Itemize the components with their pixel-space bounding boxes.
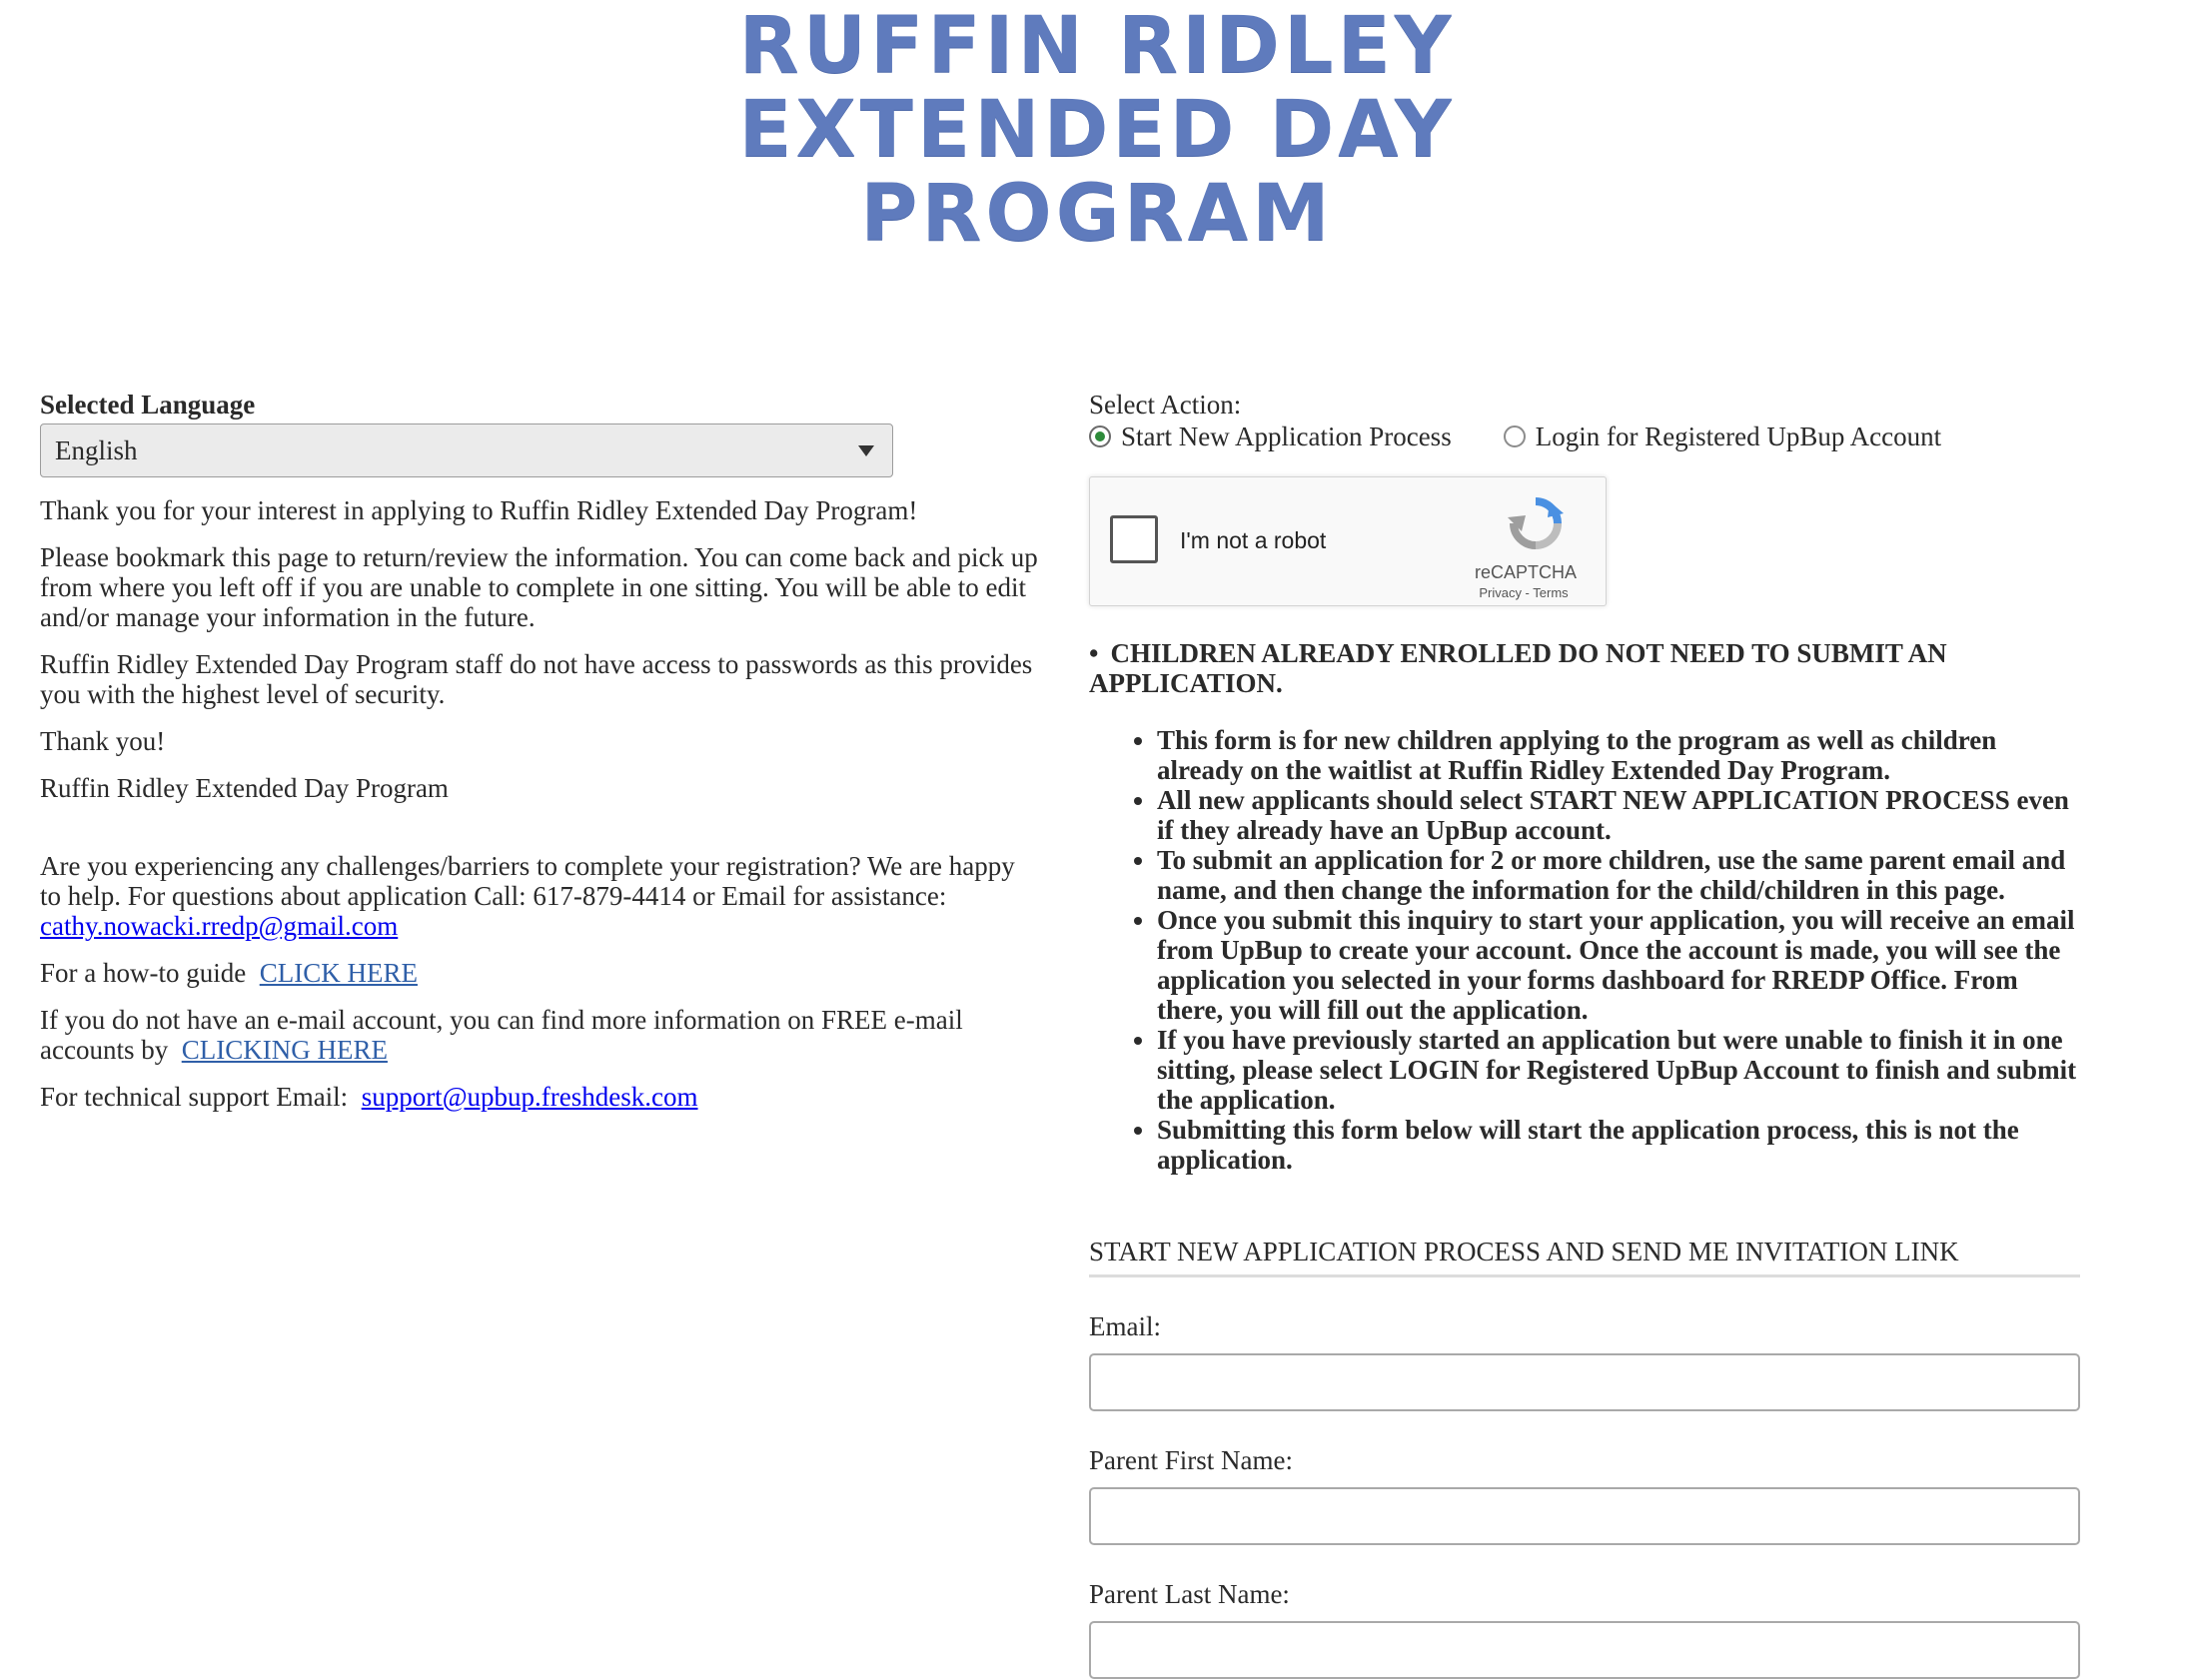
- contact-email-link[interactable]: cathy.nowacki.rredp@gmail.com: [40, 911, 399, 941]
- parent-last-name-field[interactable]: [1089, 1621, 2080, 1679]
- parent-first-name-field[interactable]: [1089, 1487, 2080, 1545]
- intro-security: Ruffin Ridley Extended Day Program staff do not have access to passwords as this provides you with the highest level of security.: [40, 649, 1033, 709]
- language-selected-value: English: [55, 435, 138, 465]
- list-item: • This form is for new children applying to the program as well as children already on the waitlist at Ruffin Ridley Extended Day Program.: [1157, 725, 2080, 785]
- email-field[interactable]: [1089, 1353, 2080, 1411]
- bullet-icon: •: [1089, 638, 1099, 668]
- recaptcha-logo-icon: [1506, 493, 1566, 553]
- radio-option-login[interactable]: [1504, 421, 1941, 451]
- action-radio-group: [1089, 421, 2080, 451]
- logo-line-3: PROGRAM: [860, 169, 1334, 259]
- notice-headline: CHILDREN ALREADY ENROLLED DO NOT NEED TO SUBMIT AN APPLICATION.: [1089, 638, 1947, 698]
- recaptcha-brand: reCAPTCHA: [1474, 562, 1577, 582]
- support-text: For technical support Email:: [40, 1082, 349, 1112]
- intro-signature: Ruffin Ridley Extended Day Program: [40, 773, 449, 803]
- list-item: • Once you submit this inquiry to start your application, you will receive an email from UpBup to create your account. Once the account is made, you will see the application you selected in your forms dashboard for RREDP Office. From there, you will fill out the application.: [1157, 905, 2080, 1025]
- help-paragraph: [40, 851, 1039, 941]
- intro-column: [40, 390, 1039, 1129]
- guide-link[interactable]: CLICK HERE: [259, 958, 418, 988]
- guide-paragraph: [40, 958, 1039, 988]
- radio-button-login[interactable]: [1504, 425, 1526, 447]
- application-notice: [1089, 638, 2080, 1175]
- list-item: • To submit an application for 2 or more children, use the same parent email and name, and then change the information for the child/children in this page.: [1157, 845, 2080, 905]
- guide-text: For a how-to guide: [40, 958, 247, 988]
- radio-option-new-application[interactable]: [1089, 421, 1452, 451]
- support-paragraph: [40, 1082, 1039, 1112]
- parent-first-name-label: Parent First Name:: [1089, 1445, 1293, 1475]
- radio-button-new-application[interactable]: [1089, 425, 1111, 447]
- intro-thank-you: Thank you!: [40, 726, 166, 756]
- help-text: Are you experiencing any challenges/barriers to complete your registration? We are happy to help. For questions about application Call: 617-879-4414 or Email for assistance:: [40, 851, 1015, 911]
- program-logo: [0, 0, 2194, 260]
- list-item: • Submitting this form below will start the application process, this is not the application.: [1157, 1115, 2080, 1175]
- radio-label-login: Login for Registered UpBup Account: [1535, 421, 1942, 451]
- intro-bookmark: Please bookmark this page to return/review the information. You can come back and pick up from where you left off if you are unable to complete in one sitting. You will be able to edit and/or manage your information in the future.: [40, 542, 1038, 632]
- logo-line-1: RUFFIN RIDLEY: [738, 1, 1456, 91]
- logo-line-2: EXTENDED DAY: [738, 85, 1456, 175]
- language-select[interactable]: [40, 423, 893, 477]
- form-section-title: START NEW APPLICATION PROCESS AND SEND ME INVITATION LINK: [1089, 1237, 2080, 1277]
- notice-headline-item: [1089, 638, 2080, 698]
- support-email-link[interactable]: support@upbup.freshdesk.com: [361, 1082, 698, 1112]
- radio-label-new-application: Start New Application Process: [1121, 421, 1452, 451]
- recaptcha-links[interactable]: Privacy - Terms: [1479, 585, 1569, 600]
- recaptcha-widget: [1089, 476, 1607, 606]
- email-info-paragraph: [40, 1005, 1039, 1065]
- parent-last-name-label: Parent Last Name:: [1089, 1579, 1290, 1609]
- list-item: • All new applicants should select START NEW APPLICATION PROCESS even if they already have an UpBup account.: [1157, 785, 2080, 845]
- dropdown-arrow-icon: [858, 445, 874, 456]
- email-info-link[interactable]: CLICKING HERE: [181, 1035, 388, 1065]
- recaptcha-checkbox[interactable]: [1110, 515, 1158, 563]
- application-column: [1089, 390, 2080, 1679]
- logo-text: [0, 1, 2194, 259]
- email-info-text: If you do not have an e-mail account, you can find more information on FREE e-mail accounts by: [40, 1005, 963, 1065]
- intro-thanks: Thank you for your interest in applying to Ruffin Ridley Extended Day Program!: [40, 495, 918, 525]
- email-label: Email:: [1089, 1311, 1161, 1341]
- action-label: Select Action:: [1089, 390, 1242, 420]
- recaptcha-label: I'm not a robot: [1180, 527, 1327, 553]
- list-item: • If you have previously started an application but were unable to finish it in one sitting, please select LOGIN for Registered UpBup Account to finish and submit the application.: [1157, 1025, 2080, 1115]
- notice-list: [1089, 725, 2080, 1175]
- language-label: Selected Language: [40, 390, 256, 420]
